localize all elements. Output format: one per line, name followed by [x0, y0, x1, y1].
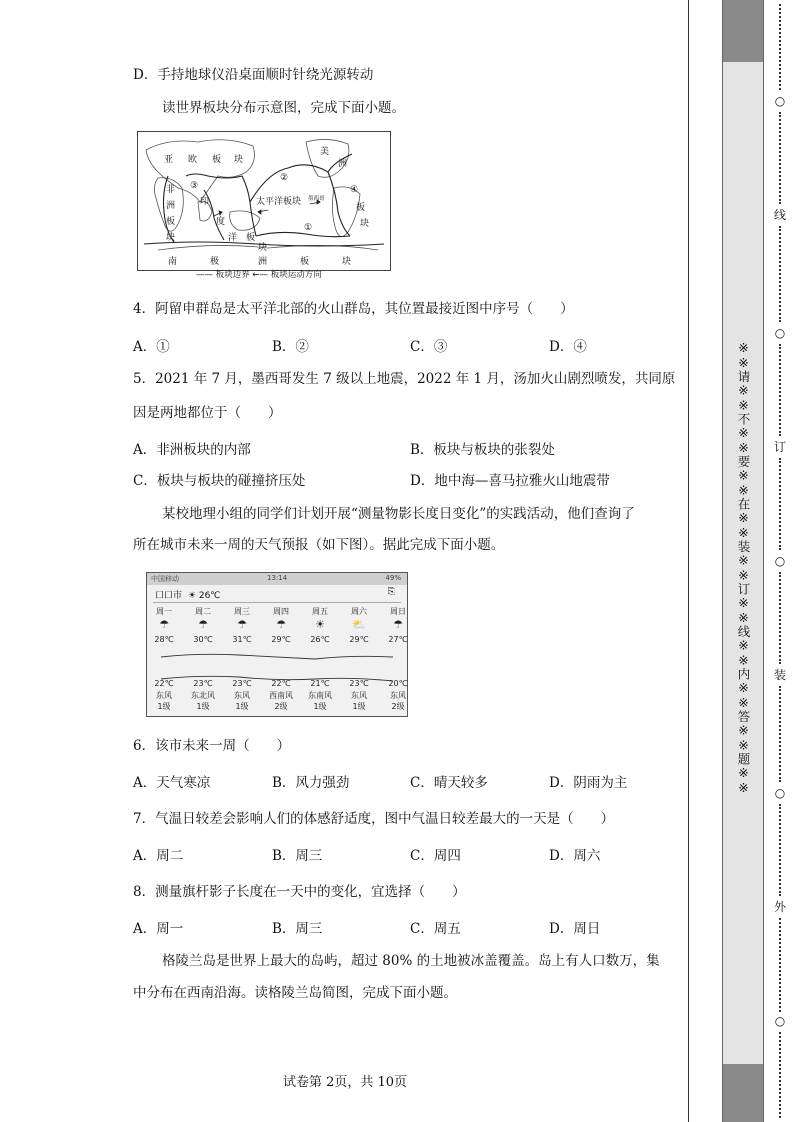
- plate-label-kuai2: 块: [360, 219, 370, 229]
- plate-label-zhou2: 洲: [166, 201, 176, 211]
- weather-wind-level: 1级: [196, 702, 210, 711]
- plate-label-yin: 印: [200, 197, 210, 207]
- plate-marker-4: ④: [350, 185, 359, 195]
- circle-mark-5: ○: [774, 1014, 786, 1028]
- dotted-line-4: [779, 344, 783, 436]
- sun-icon: ☀: [187, 591, 196, 601]
- weather-high-temp: 29℃: [271, 635, 291, 644]
- binding-warning-text: ※※请※※不※※要※※在※※装※※订※※线※※内※※答※※题※※: [736, 340, 751, 795]
- mark-ding: 订: [773, 440, 786, 454]
- dotted-line-3: [779, 226, 783, 322]
- q6-option-d[interactable]: D．阴雨为主: [549, 775, 628, 791]
- plate-label-mei: 美: [320, 147, 330, 157]
- weather-wind-direction: 东北风: [191, 691, 215, 700]
- plate-label-fei: 非: [166, 185, 176, 195]
- weather-low-temp: 21℃: [310, 679, 330, 688]
- q8-option-b[interactable]: B．周三: [272, 921, 323, 937]
- q4-option-d[interactable]: D．④: [549, 339, 587, 355]
- status-bar: [147, 573, 407, 585]
- plate-label-ban1: 板: [212, 155, 222, 165]
- page-footer: 试卷第 2页，共 10页: [282, 1075, 408, 1090]
- weather-low-temp: 23℃: [232, 679, 252, 688]
- rain-icon: ☂: [276, 618, 286, 631]
- dotted-line-2: [779, 112, 783, 204]
- weather-wind-level: 1级: [235, 702, 249, 711]
- weather-current-temp: 26℃: [198, 591, 221, 601]
- intro-weather-line2: 所在城市未来一周的天气预报（如下图）。据此完成下面小题。: [133, 537, 505, 553]
- plate-label-kuai1: 块: [234, 155, 244, 165]
- weather-day-label: 周一: [156, 607, 172, 616]
- plate-label-ji: 极: [210, 257, 220, 267]
- plate-label-ban3: 板: [166, 217, 176, 227]
- circle-mark-3: ○: [774, 554, 786, 568]
- dotted-line-9: [779, 918, 783, 1012]
- weather-wind-level: 1级: [313, 702, 327, 711]
- weather-forecast-figure: [146, 572, 408, 717]
- status-carrier: 中国移动: [151, 575, 179, 583]
- plate-label-yang: 洋: [228, 233, 238, 243]
- q8-option-d[interactable]: D．周日: [549, 921, 601, 937]
- weather-wind-direction: 东风: [234, 691, 250, 700]
- weather-city: 口口市: [155, 591, 183, 601]
- binding-dots-column: [770, 0, 790, 1122]
- plate-map-svg: [138, 132, 390, 270]
- weather-high-temp: 29℃: [349, 635, 369, 644]
- weather-wind-direction: 西南风: [269, 691, 293, 700]
- plate-marker-3: ③: [190, 181, 199, 191]
- q5-option-d[interactable]: D．地中海—喜马拉雅火山地震带: [410, 473, 610, 489]
- share-icon[interactable]: ⎘: [387, 587, 395, 597]
- plate-map-legend: —— 板块边界 ←— 板块运动方向: [196, 270, 322, 280]
- rain-icon: ☂: [237, 618, 247, 631]
- weather-high-temp: 27℃: [388, 635, 408, 644]
- q5-option-a[interactable]: A．非洲板块的内部: [133, 442, 251, 458]
- weather-day-label: 周四: [273, 607, 289, 616]
- q4-option-b[interactable]: B．②: [272, 339, 309, 355]
- plate-label-pacific: 太平洋板块: [256, 197, 302, 207]
- dotted-line-10: [779, 1032, 783, 1118]
- weather-wind-level: 1级: [157, 702, 171, 711]
- rain-icon: ☂: [198, 618, 208, 631]
- weather-wind-direction: 东南风: [308, 691, 332, 700]
- weather-day-label: 周五: [312, 607, 328, 616]
- plate-label-kuai4: 块: [258, 243, 268, 253]
- intro-weather-line1: 某校地理小组的同学们计划开展“测量物影长度日变化”的实践活动，他们查询了: [162, 506, 635, 522]
- q4-stem: 4．阿留申群岛是太平洋北部的火山群岛，其位置最接近图中序号（ ）: [133, 301, 574, 317]
- mark-zhuang: 装: [773, 668, 786, 682]
- plate-label-ban5: 板: [300, 257, 310, 267]
- q6-option-c[interactable]: C．晴天较多: [410, 775, 488, 791]
- dotted-line-8: [779, 804, 783, 896]
- dotted-line-1: [779, 4, 783, 90]
- q5-stem-line2: 因是两地都位于（ ）: [133, 405, 282, 421]
- intro-greenland-line1: 格陵兰岛是世界上最大的岛屿，超过 80% 的土地被冰盖覆盖。岛上有人口数万，集: [162, 953, 660, 969]
- q4-option-c[interactable]: C．③: [410, 339, 448, 355]
- intro-plates: 读世界板块分布示意图，完成下面小题。: [162, 100, 405, 116]
- q6-option-b[interactable]: B．风力强劲: [272, 775, 350, 791]
- partly-cloudy-icon: ⛅: [352, 618, 366, 631]
- weather-high-temp: 28℃: [154, 635, 174, 644]
- dotted-line-6: [779, 572, 783, 664]
- plate-map-figure: [137, 131, 391, 271]
- plate-label-asia: 亚: [164, 155, 174, 165]
- q7-stem: 7．气温日较差会影响人们的体感舒适度，图中气温日较差最大的一天是（ ）: [133, 811, 615, 827]
- q4-option-a[interactable]: A．①: [133, 339, 170, 355]
- q7-option-c[interactable]: C．周四: [410, 848, 461, 864]
- dotted-line-7: [779, 686, 783, 782]
- q5-stem-line1: 5．2021 年 7 月，墨西哥发生 7 级以上地震，2022 年 1 月，汤加火山剧烈喷发，共同原: [133, 371, 676, 387]
- weather-high-temp: 26℃: [310, 635, 330, 644]
- temp-lines: [147, 649, 407, 689]
- q8-option-c[interactable]: C．周五: [410, 921, 461, 937]
- q6-stem: 6．该市未来一周（ ）: [133, 738, 291, 754]
- plate-marker-2: ②: [280, 173, 289, 183]
- weather-low-temp: 22℃: [154, 679, 174, 688]
- weather-low-temp: 20℃: [388, 679, 408, 688]
- rain-icon: ☂: [393, 618, 403, 631]
- weather-low-temp: 22℃: [271, 679, 291, 688]
- q6-option-a[interactable]: A．天气寒凉: [133, 775, 211, 791]
- q7-option-a[interactable]: A．周二: [133, 848, 184, 864]
- plate-label-zhou1: 洲: [338, 159, 348, 169]
- weather-day-label: 周六: [351, 607, 367, 616]
- circle-mark-1: ○: [774, 94, 786, 108]
- weather-low-temp: 23℃: [349, 679, 369, 688]
- plate-label-ban2: 板: [356, 203, 366, 213]
- q8-option-a[interactable]: A．周一: [133, 921, 184, 937]
- weather-wind-level: 2级: [391, 702, 405, 711]
- circle-mark-4: ○: [774, 786, 786, 800]
- q7-option-b[interactable]: B．周三: [272, 848, 323, 864]
- weather-high-temp: 31℃: [232, 635, 252, 644]
- plate-label-zhou3: 洲: [258, 257, 268, 267]
- plate-label-du: 度: [216, 217, 226, 227]
- rain-icon: ☂: [159, 618, 169, 631]
- sun-icon: ☀: [315, 618, 325, 631]
- mark-xian: 线: [773, 208, 786, 222]
- weather-day-label: 周三: [234, 607, 250, 616]
- weather-wind-level: 2级: [274, 702, 288, 711]
- weather-day-label: 周二: [195, 607, 211, 616]
- q8-stem: 8．测量旗杆影子长度在一天中的变化，宜选择（ ）: [133, 884, 466, 900]
- weather-wind-direction: 东风: [156, 691, 172, 700]
- weather-header: [155, 588, 220, 601]
- binding-divider: [688, 0, 689, 1122]
- circle-mark-2: ○: [774, 326, 786, 340]
- plate-label-kuai5: 块: [342, 257, 352, 267]
- plate-label-ban4: 板: [246, 233, 256, 243]
- status-battery: 49%: [385, 574, 401, 582]
- q5-option-b[interactable]: B．板块与板块的张裂处: [410, 442, 555, 458]
- mark-wai: 外: [773, 900, 786, 914]
- weather-low-temp: 23℃: [193, 679, 213, 688]
- weather-high-temp: 30℃: [193, 635, 213, 644]
- plate-label-kuai3: 块: [166, 233, 176, 243]
- status-time: 13:14: [267, 574, 288, 582]
- q7-option-d[interactable]: D．周六: [549, 848, 601, 864]
- plate-marker-1: ①: [304, 223, 313, 233]
- intro-greenland-line2: 中分布在西南沿海。读格陵兰岛简图，完成下面小题。: [133, 985, 457, 1001]
- weather-wind-direction: 东风: [390, 691, 406, 700]
- weather-wind-direction: 东风: [351, 691, 367, 700]
- weather-wind-level: 1级: [352, 702, 366, 711]
- plate-label-mexico: 墨西哥: [308, 196, 325, 202]
- weather-day-label: 周日: [390, 607, 406, 616]
- plate-label-eu: 欧: [188, 155, 198, 165]
- q5-option-c[interactable]: C．板块与板块的碰撞挤压处: [133, 473, 306, 489]
- header-divider: [153, 602, 401, 603]
- q3-option-d: D．手持地球仪沿桌面顺时针绕光源转动: [133, 67, 374, 83]
- plate-label-nan: 南: [168, 257, 178, 267]
- dotted-line-5: [779, 458, 783, 550]
